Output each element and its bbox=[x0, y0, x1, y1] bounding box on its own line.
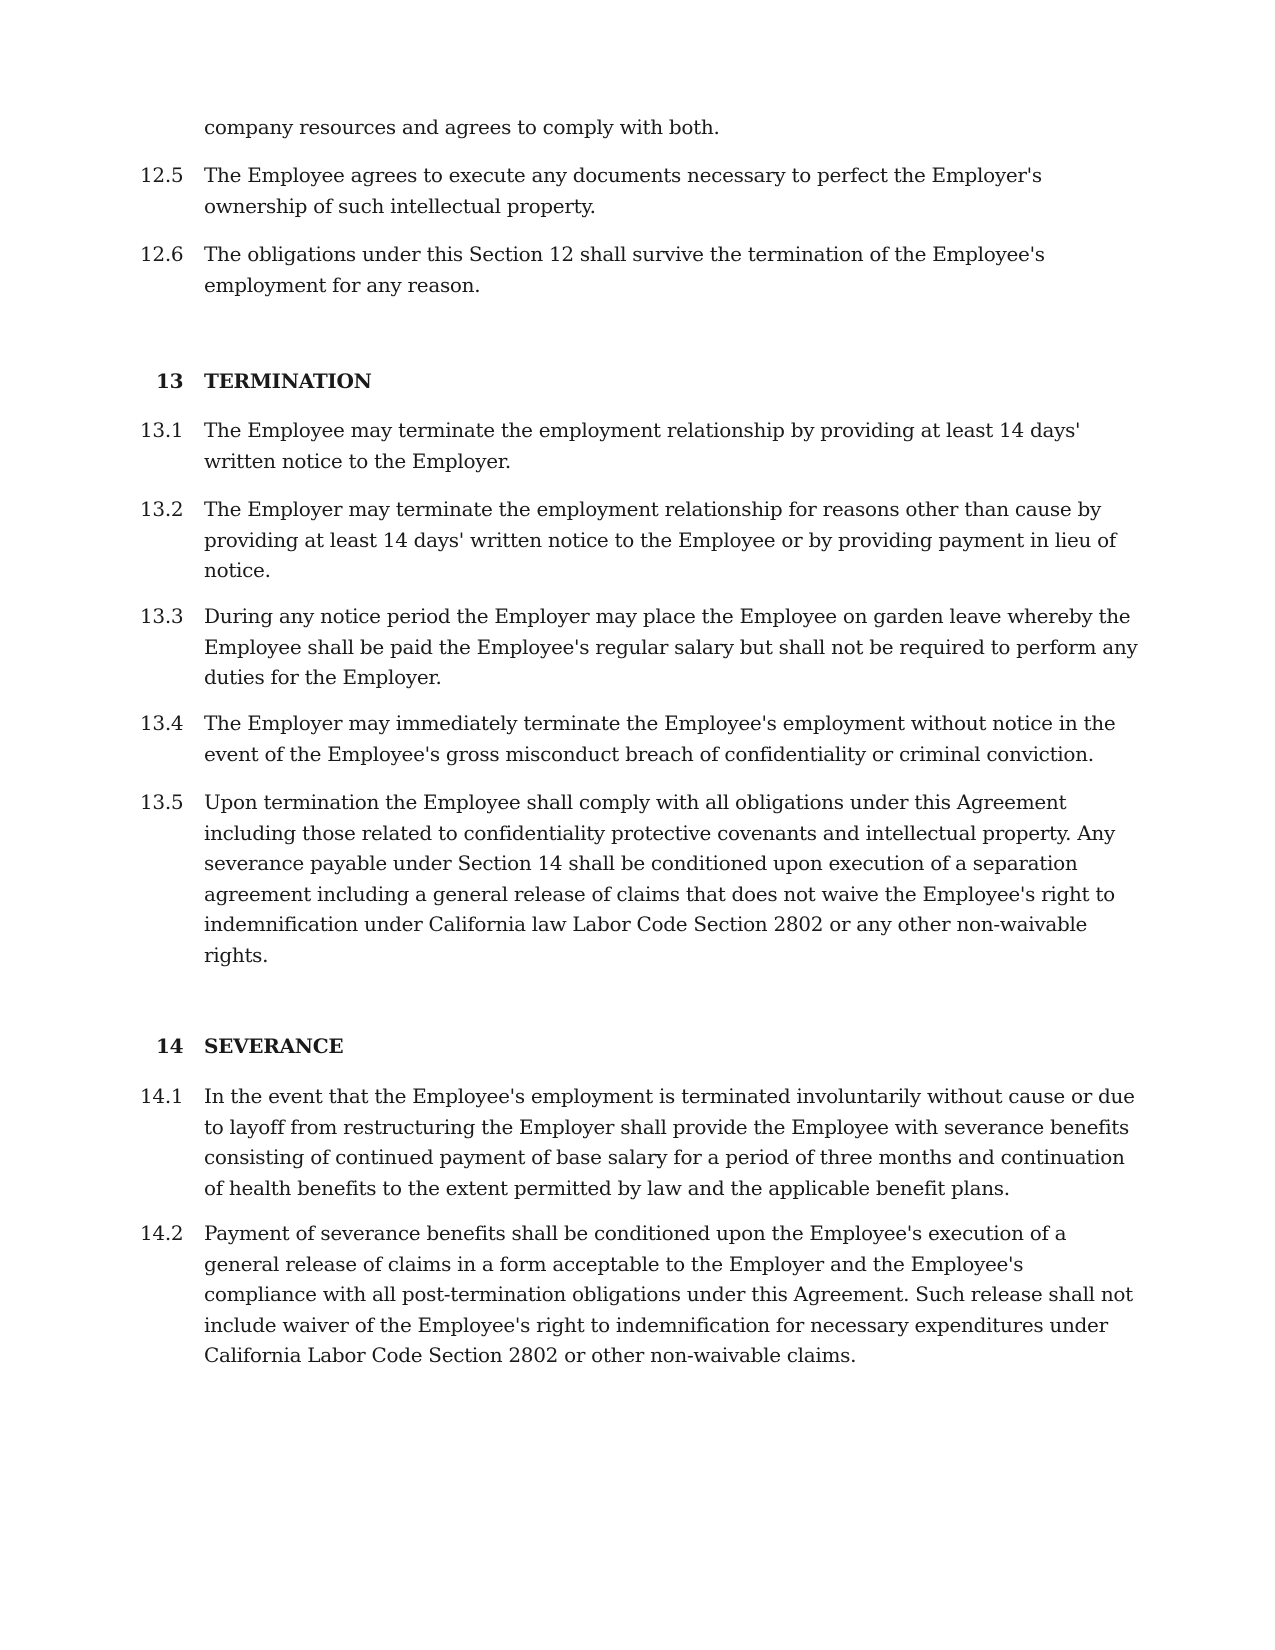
clause-number: 14.1 bbox=[140, 1084, 184, 1108]
section-number: 13 bbox=[156, 369, 184, 393]
clause-text: Upon termination the Employee shall comply with all obligations under this Agreement including those related to confidentiality protective covenants and intellectual property. Any severance payable under Section 14 shall be conditioned upon execution of a separation agreement including a general release of claims that does not waive the Employee's right to indemnification under California law Labor Code Section 2802 or any other non-waivable rights. bbox=[204, 790, 1115, 967]
section-title: SEVERANCE bbox=[204, 1034, 344, 1058]
clause-number: 13.4 bbox=[140, 711, 184, 735]
clause-12-5 bbox=[140, 160, 1140, 221]
clause-number: 13.2 bbox=[140, 497, 184, 521]
clause-number: 14.2 bbox=[140, 1221, 184, 1245]
clause-12-6 bbox=[140, 239, 1140, 300]
clause-text: The obligations under this Section 12 shall survive the termination of the Employee's employment for any reason. bbox=[204, 242, 1045, 297]
clause-text: Payment of severance benefits shall be conditioned upon the Employee's execution of a general release of claims in a form acceptable to the Employer and the Employee's compliance with all post-termination obligations under this Agreement. Such release shall not include waiver of the Employee's right to indemnification for necessary expenditures under California Labor Code Section 2802 or other non-waivable claims. bbox=[204, 1221, 1133, 1367]
clause-number: 12.5 bbox=[140, 163, 184, 187]
clause-text: During any notice period the Employer may place the Employee on garden leave whereby the Employee shall be paid the Employee's regular salary but shall not be required to perform any duties for the Employer. bbox=[204, 604, 1138, 689]
clause-13-2 bbox=[140, 494, 1140, 586]
clause-number: 12.6 bbox=[140, 242, 184, 266]
clause-13-4 bbox=[140, 708, 1140, 769]
clause-text: The Employer may terminate the employment relationship for reasons other than cause by providing at least 14 days' written notice to the Employee or by providing payment in lieu of notice. bbox=[204, 497, 1116, 582]
section-title: TERMINATION bbox=[204, 369, 372, 393]
clause-13-5 bbox=[140, 787, 1140, 970]
section-heading-severance bbox=[140, 1031, 1140, 1061]
clause-text: The Employee agrees to execute any documents necessary to perfect the Employer's ownership of such intellectual property. bbox=[204, 163, 1042, 218]
clause-number: 13.1 bbox=[140, 418, 184, 442]
clause-text: The Employee may terminate the employment relationship by providing at least 14 days' written notice to the Employer. bbox=[204, 418, 1081, 473]
clause-14-1 bbox=[140, 1081, 1140, 1203]
clause-13-1 bbox=[140, 415, 1140, 476]
clause-number: 13.5 bbox=[140, 790, 184, 814]
clause-text: The Employer may immediately terminate the Employee's employment without notice in the event of the Employee's gross misconduct breach of confidentiality or criminal conviction. bbox=[204, 711, 1116, 766]
continuation-paragraph bbox=[140, 112, 1140, 143]
section-heading-termination bbox=[140, 366, 1140, 396]
clause-text: In the event that the Employee's employment is terminated involuntarily without cause or due to layoff from restructuring the Employer shall provide the Employee with severance benefits consisting of continued payment of base salary for a period of three months and continuation of health benefits to the extent permitted by law and the applicable benefit plans. bbox=[204, 1084, 1135, 1200]
clause-number: 13.3 bbox=[140, 604, 184, 628]
clause-14-2 bbox=[140, 1218, 1140, 1371]
clause-13-3 bbox=[140, 601, 1140, 693]
paragraph-text: company resources and agrees to comply with both. bbox=[204, 115, 720, 139]
section-number: 14 bbox=[156, 1034, 184, 1058]
